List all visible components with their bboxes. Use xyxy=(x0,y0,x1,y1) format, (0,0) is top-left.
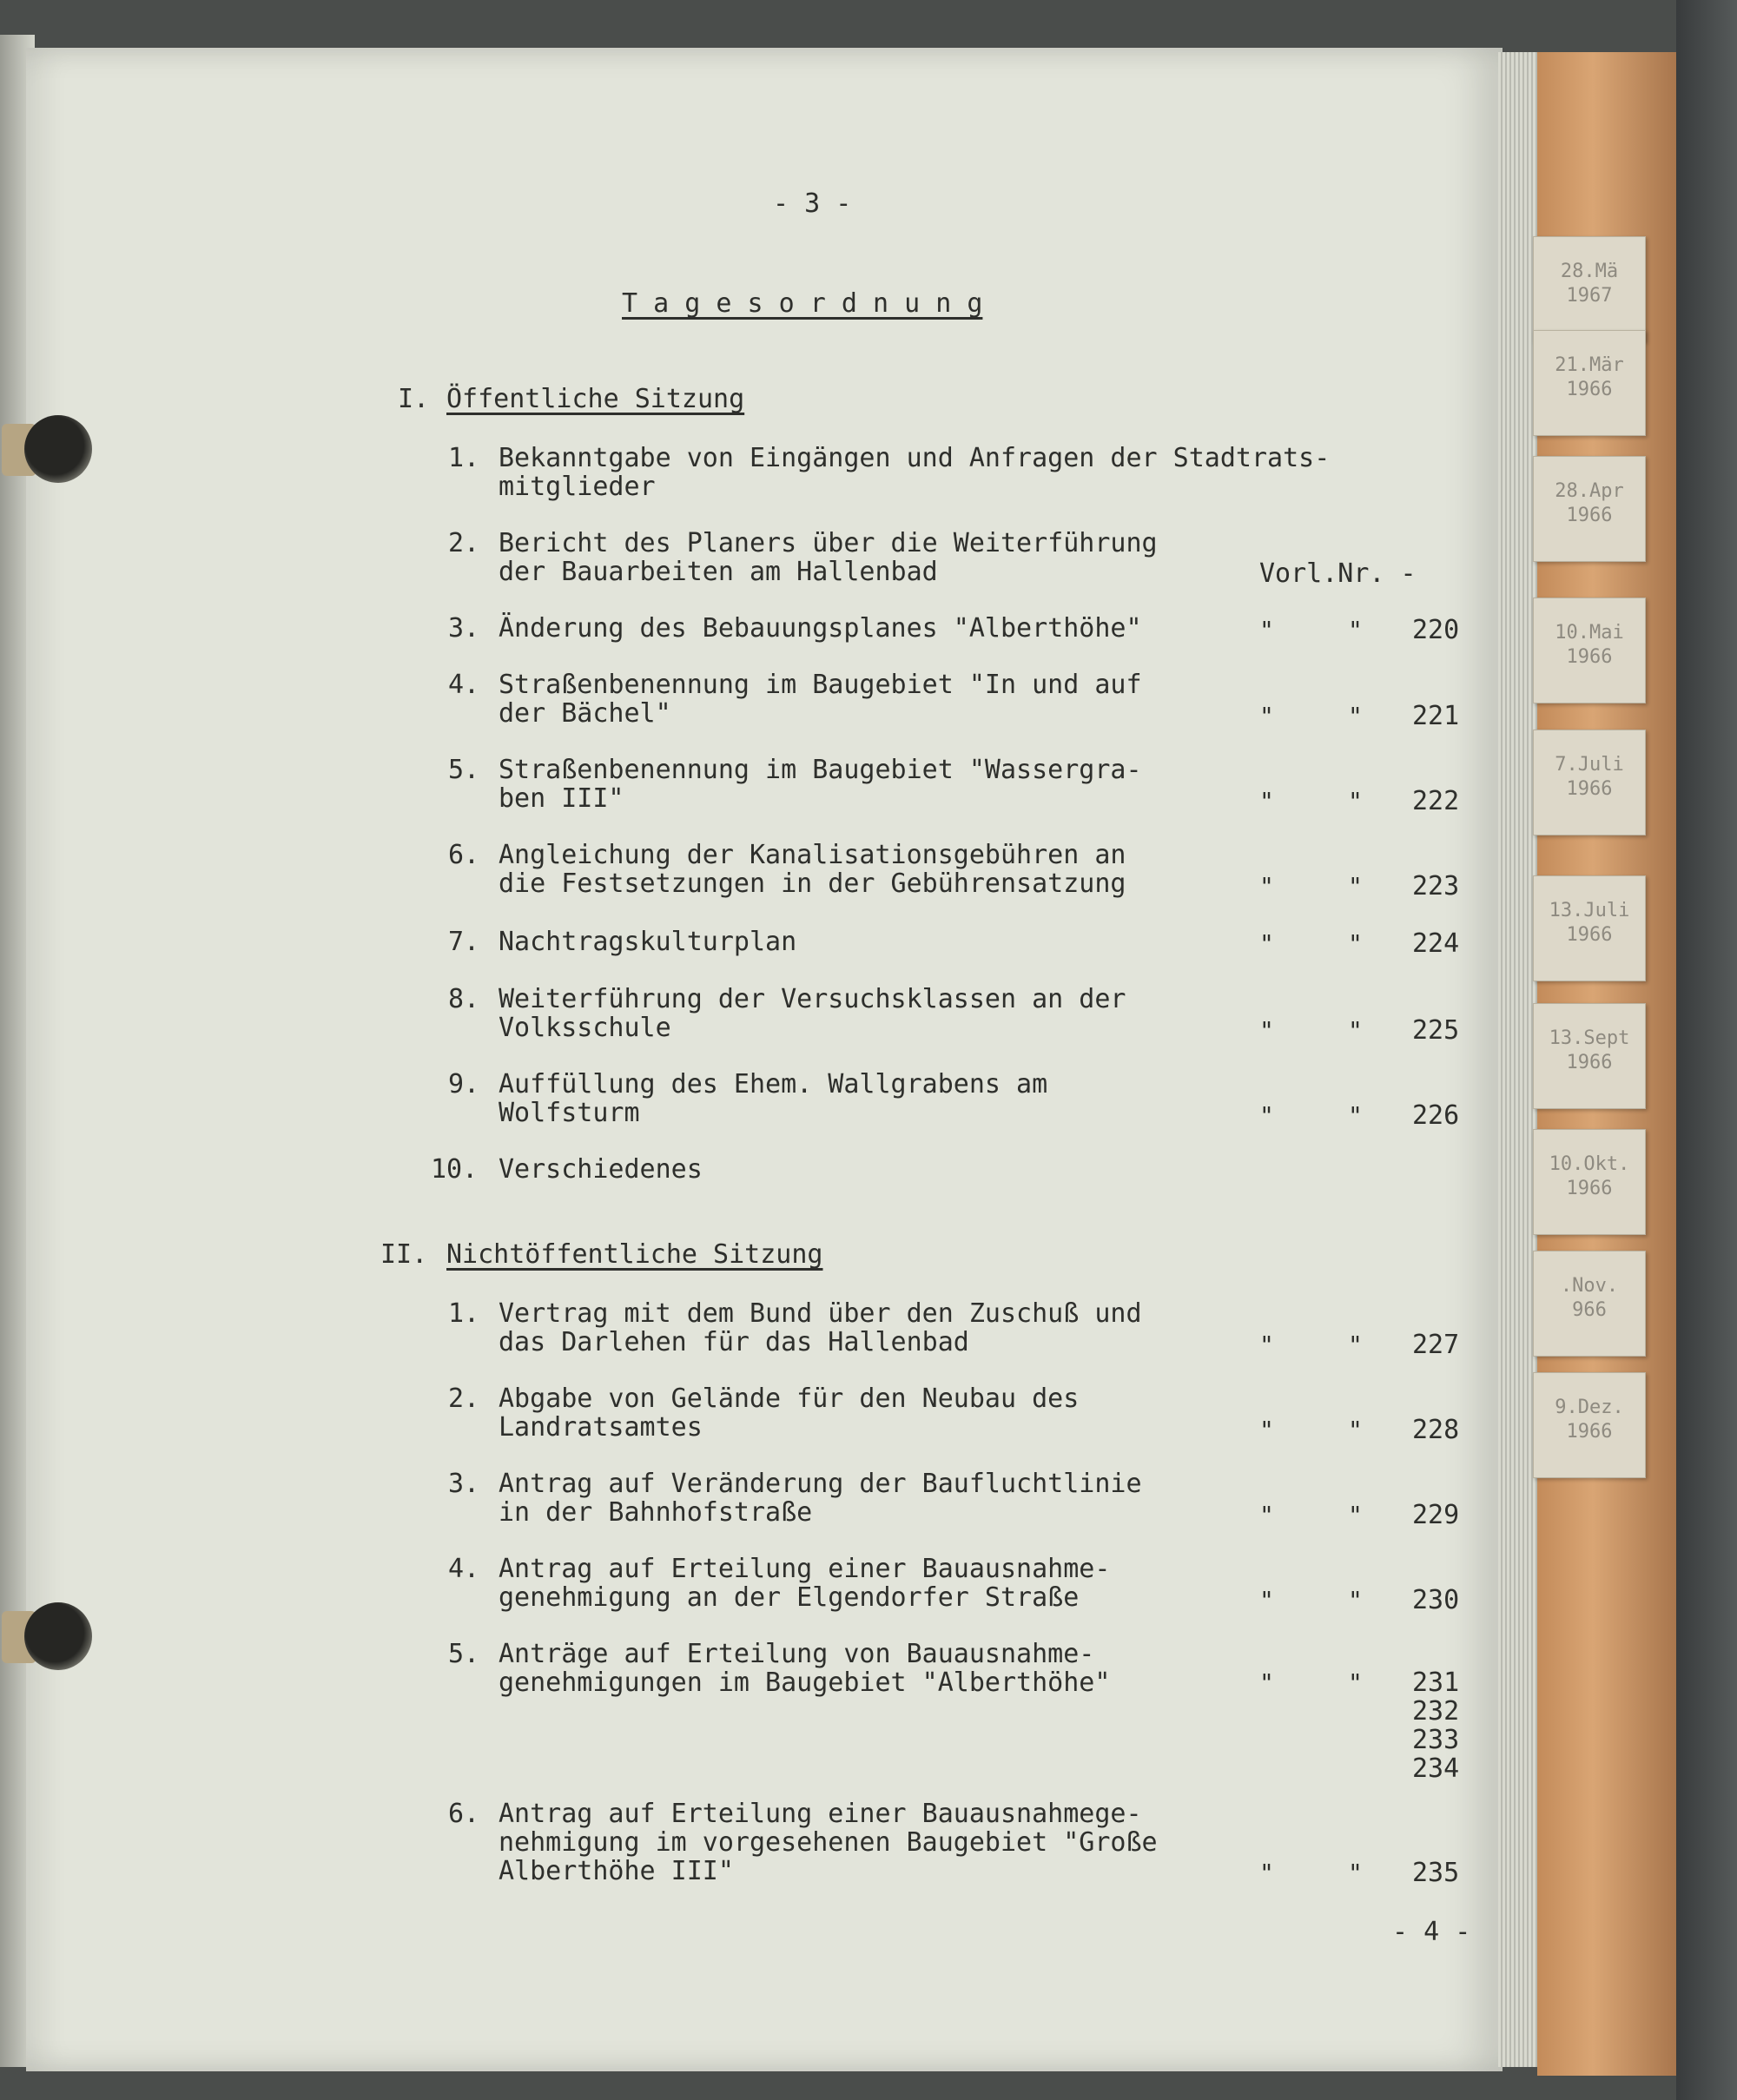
vorl-nr: 220 xyxy=(1412,615,1460,645)
item-text: nehmigung im vorgesehenen Baugebiet "Große xyxy=(499,1827,1158,1858)
vorl-nr: 221 xyxy=(1412,701,1460,731)
tab-date: 9.Dez. xyxy=(1555,1397,1624,1418)
tab-year: 1966 xyxy=(1566,379,1613,400)
item-text: Auffüllung des Ehem. Wallgrabens am xyxy=(499,1069,1048,1100)
ditto-mark: " xyxy=(1259,872,1274,901)
tab-year: 1966 xyxy=(1566,778,1613,800)
vorl-nr: 235 xyxy=(1412,1858,1460,1888)
item-number: 3. xyxy=(448,613,480,644)
item-text: Straßenbenennung im Baugebiet "In und auf xyxy=(499,670,1142,700)
tab-date: 7.Juli xyxy=(1555,754,1624,776)
vorl-nr: 230 xyxy=(1412,1585,1460,1615)
ditto-mark: " xyxy=(1348,1668,1363,1697)
item-number: 2. xyxy=(448,1383,480,1414)
ditto-mark: " xyxy=(1348,702,1363,730)
item-text: Alberthöhe III" xyxy=(499,1856,734,1886)
item-number: 4. xyxy=(448,1554,480,1584)
ditto-mark: " xyxy=(1259,1586,1274,1615)
vorl-nr: 227 xyxy=(1412,1330,1460,1360)
tab-date: 10.Mai xyxy=(1555,622,1624,644)
item-text: Vertrag mit dem Bund über den Zuschuß und xyxy=(499,1298,1142,1329)
item-text: die Festsetzungen in der Gebührensatzung xyxy=(499,868,1126,899)
ditto-mark: " xyxy=(1259,787,1274,816)
item-text: Bekanntgabe von Eingängen und Anfragen der Stadtrats- xyxy=(499,443,1331,473)
item-text: Antrag auf Veränderung der Baufluchtlinie xyxy=(499,1469,1142,1499)
vorl-nr: 233 xyxy=(1412,1725,1460,1755)
item-number: 2. xyxy=(448,528,480,558)
item-text: Antrag auf Erteilung einer Bauausnahme- xyxy=(499,1554,1111,1584)
item-text: Nachtragskulturplan xyxy=(499,927,797,957)
continuation-marker: - 4 - xyxy=(1392,1917,1471,1947)
tab-date: 28.Apr xyxy=(1555,480,1624,502)
item-number: 1. xyxy=(448,443,480,473)
vorl-nr: 234 xyxy=(1412,1753,1460,1784)
tab-year: 1966 xyxy=(1566,1421,1613,1443)
item-number: 5. xyxy=(448,755,480,785)
item-text: ben III" xyxy=(499,783,624,814)
item-text: Bericht des Planers über die Weiterführung xyxy=(499,528,1158,558)
section-heading: Nichtöffentliche Sitzung xyxy=(446,1239,823,1270)
ditto-mark: " xyxy=(1259,1668,1274,1697)
item-text: Anträge auf Erteilung von Bauausnahme- xyxy=(499,1639,1095,1669)
tab-date: 28.Mä xyxy=(1560,261,1619,282)
tab-year: 1967 xyxy=(1566,285,1613,307)
item-number: 10. xyxy=(431,1154,479,1185)
ditto-mark: " xyxy=(1348,1016,1363,1045)
ditto-mark: " xyxy=(1259,616,1274,644)
vorl-nr: 231 xyxy=(1412,1667,1460,1698)
item-number: 4. xyxy=(448,670,480,700)
item-number: 6. xyxy=(448,840,480,870)
item-number: 7. xyxy=(448,927,480,957)
item-text: Abgabe von Gelände für den Neubau des xyxy=(499,1383,1080,1414)
tab-date: 10.Okt. xyxy=(1549,1153,1630,1175)
ditto-mark: " xyxy=(1259,929,1274,958)
ditto-mark: " xyxy=(1348,787,1363,816)
vorl-nr-label: Vorl.Nr. - xyxy=(1259,558,1417,589)
item-text: mitglieder xyxy=(499,472,656,502)
item-number: 6. xyxy=(448,1799,480,1829)
item-text: Wolfsturm xyxy=(499,1098,640,1128)
ditto-mark: " xyxy=(1259,1331,1274,1359)
item-text: Verschiedenes xyxy=(499,1154,703,1185)
item-text: Änderung des Bebauungsplanes "Alberthöhe" xyxy=(499,613,1142,644)
vorl-nr: 222 xyxy=(1412,786,1460,816)
item-number: 9. xyxy=(448,1069,480,1100)
item-text: Straßenbenennung im Baugebiet "Wassergra- xyxy=(499,755,1142,785)
section-numeral: II. xyxy=(380,1239,428,1270)
ditto-mark: " xyxy=(1259,1101,1274,1130)
tab-year: 1966 xyxy=(1566,646,1613,668)
vorl-nr: 224 xyxy=(1412,928,1460,959)
tab-year: 966 xyxy=(1572,1299,1607,1321)
section-heading: Öffentliche Sitzung xyxy=(446,384,745,414)
vorl-nr: 229 xyxy=(1412,1500,1460,1530)
page-number: - 3 - xyxy=(773,188,852,219)
item-text: genehmigung an der Elgendorfer Straße xyxy=(499,1582,1080,1613)
ditto-mark: " xyxy=(1348,616,1363,644)
ditto-mark: " xyxy=(1348,1501,1363,1529)
vorl-nr: 232 xyxy=(1412,1696,1460,1727)
item-text: das Darlehen für das Hallenbad xyxy=(499,1327,969,1357)
item-number: 8. xyxy=(448,984,480,1014)
item-text: der Bächel" xyxy=(499,698,671,729)
tab-year: 1966 xyxy=(1566,505,1613,526)
tab-date: .Nov. xyxy=(1560,1275,1619,1297)
item-text: Landratsamtes xyxy=(499,1412,703,1443)
ditto-mark: " xyxy=(1259,1501,1274,1529)
ditto-mark: " xyxy=(1348,1331,1363,1359)
ditto-mark: " xyxy=(1259,1859,1274,1887)
ditto-mark: " xyxy=(1348,872,1363,901)
item-number: 3. xyxy=(448,1469,480,1499)
tab-date: 21.Mär xyxy=(1555,354,1624,376)
agenda-title: T a g e s o r d n u n g xyxy=(622,288,983,319)
tab-date: 13.Sept xyxy=(1549,1027,1630,1049)
item-number: 5. xyxy=(448,1639,480,1669)
item-text: Weiterführung der Versuchsklassen an der xyxy=(499,984,1126,1014)
ditto-mark: " xyxy=(1348,929,1363,958)
tab-year: 1966 xyxy=(1566,1052,1613,1073)
ditto-mark: " xyxy=(1259,702,1274,730)
item-text: der Bauarbeiten am Hallenbad xyxy=(499,557,938,587)
section-numeral: I. xyxy=(398,384,430,414)
ditto-mark: " xyxy=(1348,1859,1363,1887)
tab-year: 1966 xyxy=(1566,924,1613,946)
item-number: 1. xyxy=(448,1298,480,1329)
tab-date: 13.Juli xyxy=(1549,900,1630,921)
ditto-mark: " xyxy=(1348,1101,1363,1130)
vorl-nr: 226 xyxy=(1412,1100,1460,1131)
ditto-mark: " xyxy=(1259,1416,1274,1444)
item-text: genehmigungen im Baugebiet "Alberthöhe" xyxy=(499,1667,1111,1698)
item-text: Antrag auf Erteilung einer Bauausnahmege- xyxy=(499,1799,1142,1829)
item-text: Volksschule xyxy=(499,1013,671,1043)
ditto-mark: " xyxy=(1348,1416,1363,1444)
item-text: in der Bahnhofstraße xyxy=(499,1497,813,1528)
ditto-mark: " xyxy=(1348,1586,1363,1615)
vorl-nr: 223 xyxy=(1412,871,1460,901)
vorl-nr: 228 xyxy=(1412,1415,1460,1445)
vorl-nr: 225 xyxy=(1412,1015,1460,1046)
item-text: Angleichung der Kanalisationsgebühren an xyxy=(499,840,1126,870)
ditto-mark: " xyxy=(1259,1016,1274,1045)
tab-year: 1966 xyxy=(1566,1178,1613,1199)
